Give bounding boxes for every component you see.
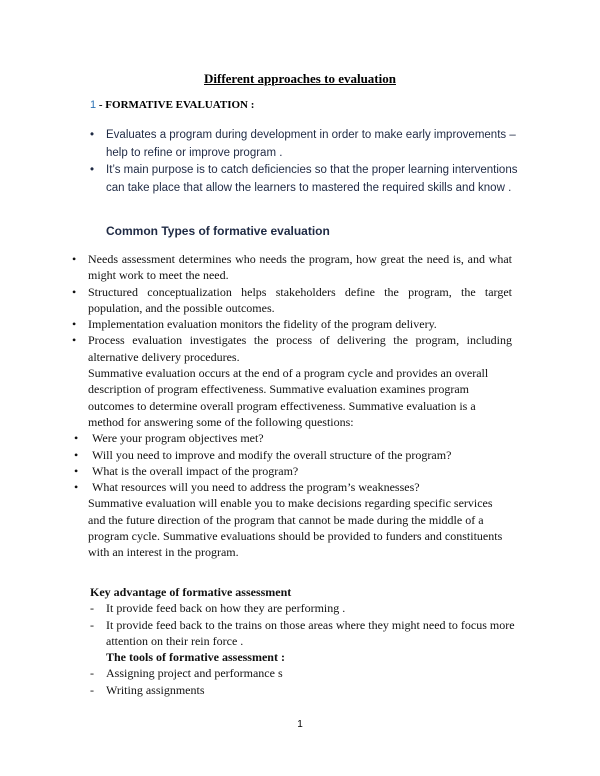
list-item xyxy=(90,600,520,616)
bullet-icon: • xyxy=(72,333,77,348)
key-advantage-heading: Key advantage of formative assessment xyxy=(90,585,292,599)
common-types-heading: Common Types of formative evaluation xyxy=(106,224,330,238)
question-text: What is the overall impact of the program? xyxy=(92,463,299,478)
dash-icon: - xyxy=(90,617,94,632)
dash-icon: - xyxy=(90,666,94,681)
question-item xyxy=(68,479,512,495)
list-item-text: Assigning project and performance s xyxy=(106,666,283,681)
list-item xyxy=(72,332,512,365)
formative-bullet-list xyxy=(90,127,520,197)
list-item xyxy=(90,162,520,197)
list-item-text: Structured conceptualization helps stakeholders define the program, the target population, and the possible outcomes. xyxy=(88,284,512,315)
bullet-icon: • xyxy=(74,447,79,462)
bullet-icon: • xyxy=(72,252,77,266)
question-item xyxy=(68,430,512,446)
list-item-text: Process evaluation investigates the process of delivering the program, including alternative delivery procedures. xyxy=(88,333,512,364)
question-text: Will you need to improve and modify the overall structure of the program? xyxy=(92,447,452,462)
list-item-text: It provide feed back to the trains on those areas where they might need to focus more attention on their rein force . xyxy=(106,617,515,648)
list-item xyxy=(72,251,512,284)
bullet-icon: • xyxy=(90,164,95,176)
question-text: What resources will you need to address the program’s weaknesses? xyxy=(92,480,420,495)
question-item xyxy=(68,463,512,479)
bullet-icon: • xyxy=(72,284,77,299)
list-item xyxy=(90,682,520,698)
bullet-icon: • xyxy=(74,480,79,495)
dash-icon: - xyxy=(90,682,94,697)
list-item xyxy=(72,284,512,317)
list-item-text: Implementation evaluation monitors the fidelity of the program delivery. xyxy=(88,317,437,332)
dash-icon: - xyxy=(90,601,94,616)
list-item xyxy=(72,316,512,332)
question-item xyxy=(68,447,512,463)
tools-heading: The tools of formative assessment : xyxy=(106,650,285,665)
key-advantage-section xyxy=(90,584,520,698)
list-item-text: Evaluates a program during development in order to make early improvements – help to refine or improve program . xyxy=(106,129,516,159)
list-item xyxy=(90,617,520,650)
formative-heading xyxy=(90,99,254,111)
question-text: Were your program objectives met? xyxy=(92,431,264,446)
list-item xyxy=(90,665,520,681)
section-number: 1 xyxy=(90,99,97,111)
bullet-icon: • xyxy=(74,431,79,446)
list-item xyxy=(90,127,520,162)
closing-paragraph: Summative evaluation will enable you to make decisions regarding specific services and the future direction of the program that cannot be made during the middle of a program cycle. Summative evaluations should be provided to funders and constituents with an interest in the program. xyxy=(88,496,503,560)
bullet-icon: • xyxy=(74,463,79,478)
list-item-text: It’s main purpose is to catch deficiencies so that the proper learning interventions can take place that allow the learners to mastered the required skills and know . xyxy=(106,164,518,194)
list-item-text: Needs assessment determines who needs the program, how great the need is, and what might work to meet the need. xyxy=(88,252,512,283)
section-heading-text: - FORMATIVE EVALUATION : xyxy=(96,99,255,111)
bullet-icon: • xyxy=(90,129,95,141)
bullet-icon: • xyxy=(72,317,77,332)
document-title: Different approaches to evaluation xyxy=(204,71,396,86)
list-item-text: It provide feed back on how they are performing . xyxy=(106,601,346,616)
summative-paragraph: Summative evaluation occurs at the end of a program cycle and provides an overall description of program effectiveness. Summative evaluation examines program outcomes to determine overall program effectiveness. Summative evaluation is a method for answering some of the following questions: xyxy=(88,366,489,429)
list-item-text: Writing assignments xyxy=(106,682,205,697)
page-number: 1 xyxy=(297,719,303,730)
common-types-content xyxy=(72,251,512,561)
